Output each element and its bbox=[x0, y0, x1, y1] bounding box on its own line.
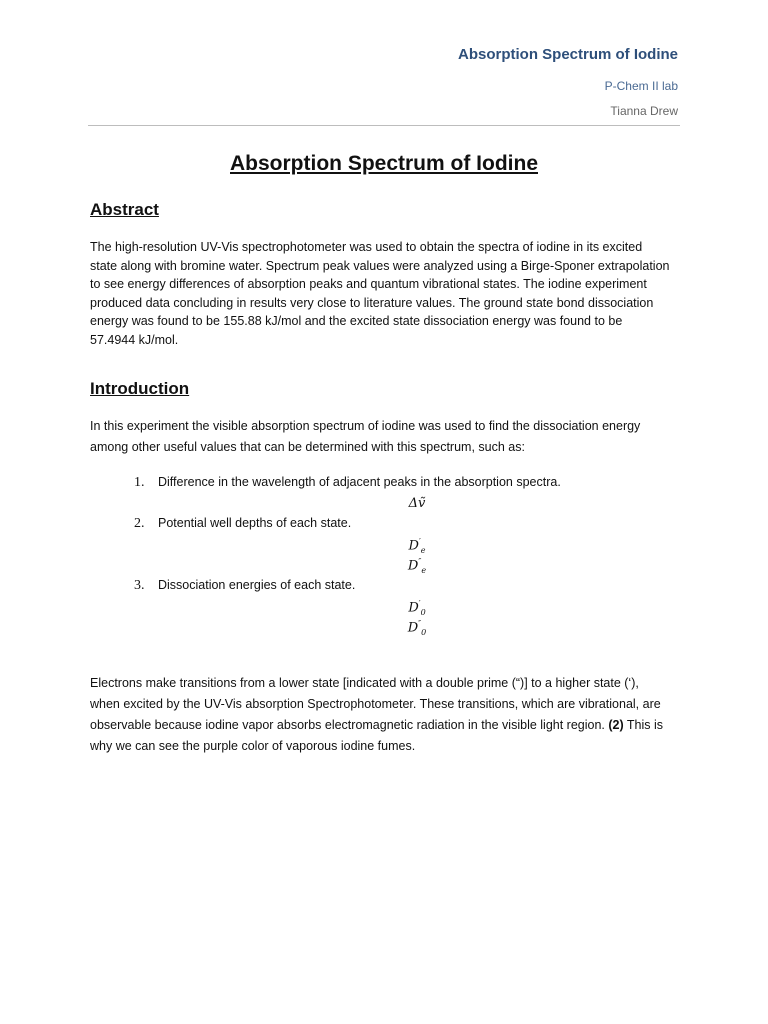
list-number: 1. bbox=[134, 475, 145, 490]
transitions-text-end: This is why we can see the purple color of vaporous iodine fumes. bbox=[90, 718, 664, 753]
header-divider bbox=[88, 125, 680, 126]
list-text: Potential well depths of each state. bbox=[158, 516, 352, 530]
list-item bbox=[134, 578, 674, 594]
equation-d0-prime: $D'_0$ bbox=[408, 599, 426, 617]
transitions-text: Electrons make transitions from a lower state [indicated with a double prime (“)] to a higher state (‘), when excited by the UV-Vis absorption Spectrophotometer. These transitions, which are vibrational, are observable because iodine vapor absorbs electromagnetic radiation in the visible light region. bbox=[90, 676, 661, 732]
reference-citation: (2) bbox=[608, 718, 624, 732]
header-author: Tianna Drew bbox=[610, 104, 678, 118]
equation-de-double-prime: $D''_e$ bbox=[407, 557, 427, 575]
list-number: 2. bbox=[134, 516, 145, 531]
equation-de-prime: $D'_e$ bbox=[408, 537, 426, 555]
header-course: P-Chem II lab bbox=[604, 79, 678, 93]
introduction-heading: Introduction bbox=[90, 379, 190, 398]
list-item bbox=[134, 516, 674, 532]
introduction-lead: In this experiment the visible absorption spectrum of iodine was used to find the dissociation energy among other useful values that can be determined with this spectrum, such as: bbox=[90, 419, 641, 454]
list-text: Dissociation energies of each state. bbox=[158, 578, 356, 592]
abstract-text: The high-resolution UV-Vis spectrophotometer was used to obtain the spectra of iodine in its excited state along with bromine water. Spectrum peak values were analyzed using a Birge-Sponer extrapolation to see energy differences of absorption peaks and quantum vibrational states. The iodine experiment produced data concluding in results very close to literature values. The ground state bond dissociation energy was found to be 155.88 kJ/mol and the excited state dissociation energy was found to be 57.4944 kJ/mol. bbox=[90, 240, 670, 347]
abstract-heading: Abstract bbox=[90, 200, 159, 219]
header-title: Absorption Spectrum of Iodine bbox=[458, 46, 678, 63]
equation-d0-double-prime: $D''_0$ bbox=[407, 619, 427, 637]
list-item bbox=[134, 475, 674, 491]
list-number: 3. bbox=[134, 578, 145, 593]
equation-delta-nu: Δṽ bbox=[408, 496, 426, 511]
list-text: Difference in the wavelength of adjacent peaks in the absorption spectra. bbox=[158, 475, 561, 489]
document-title: Absorption Spectrum of Iodine bbox=[230, 152, 538, 175]
transitions-paragraph bbox=[90, 673, 670, 757]
